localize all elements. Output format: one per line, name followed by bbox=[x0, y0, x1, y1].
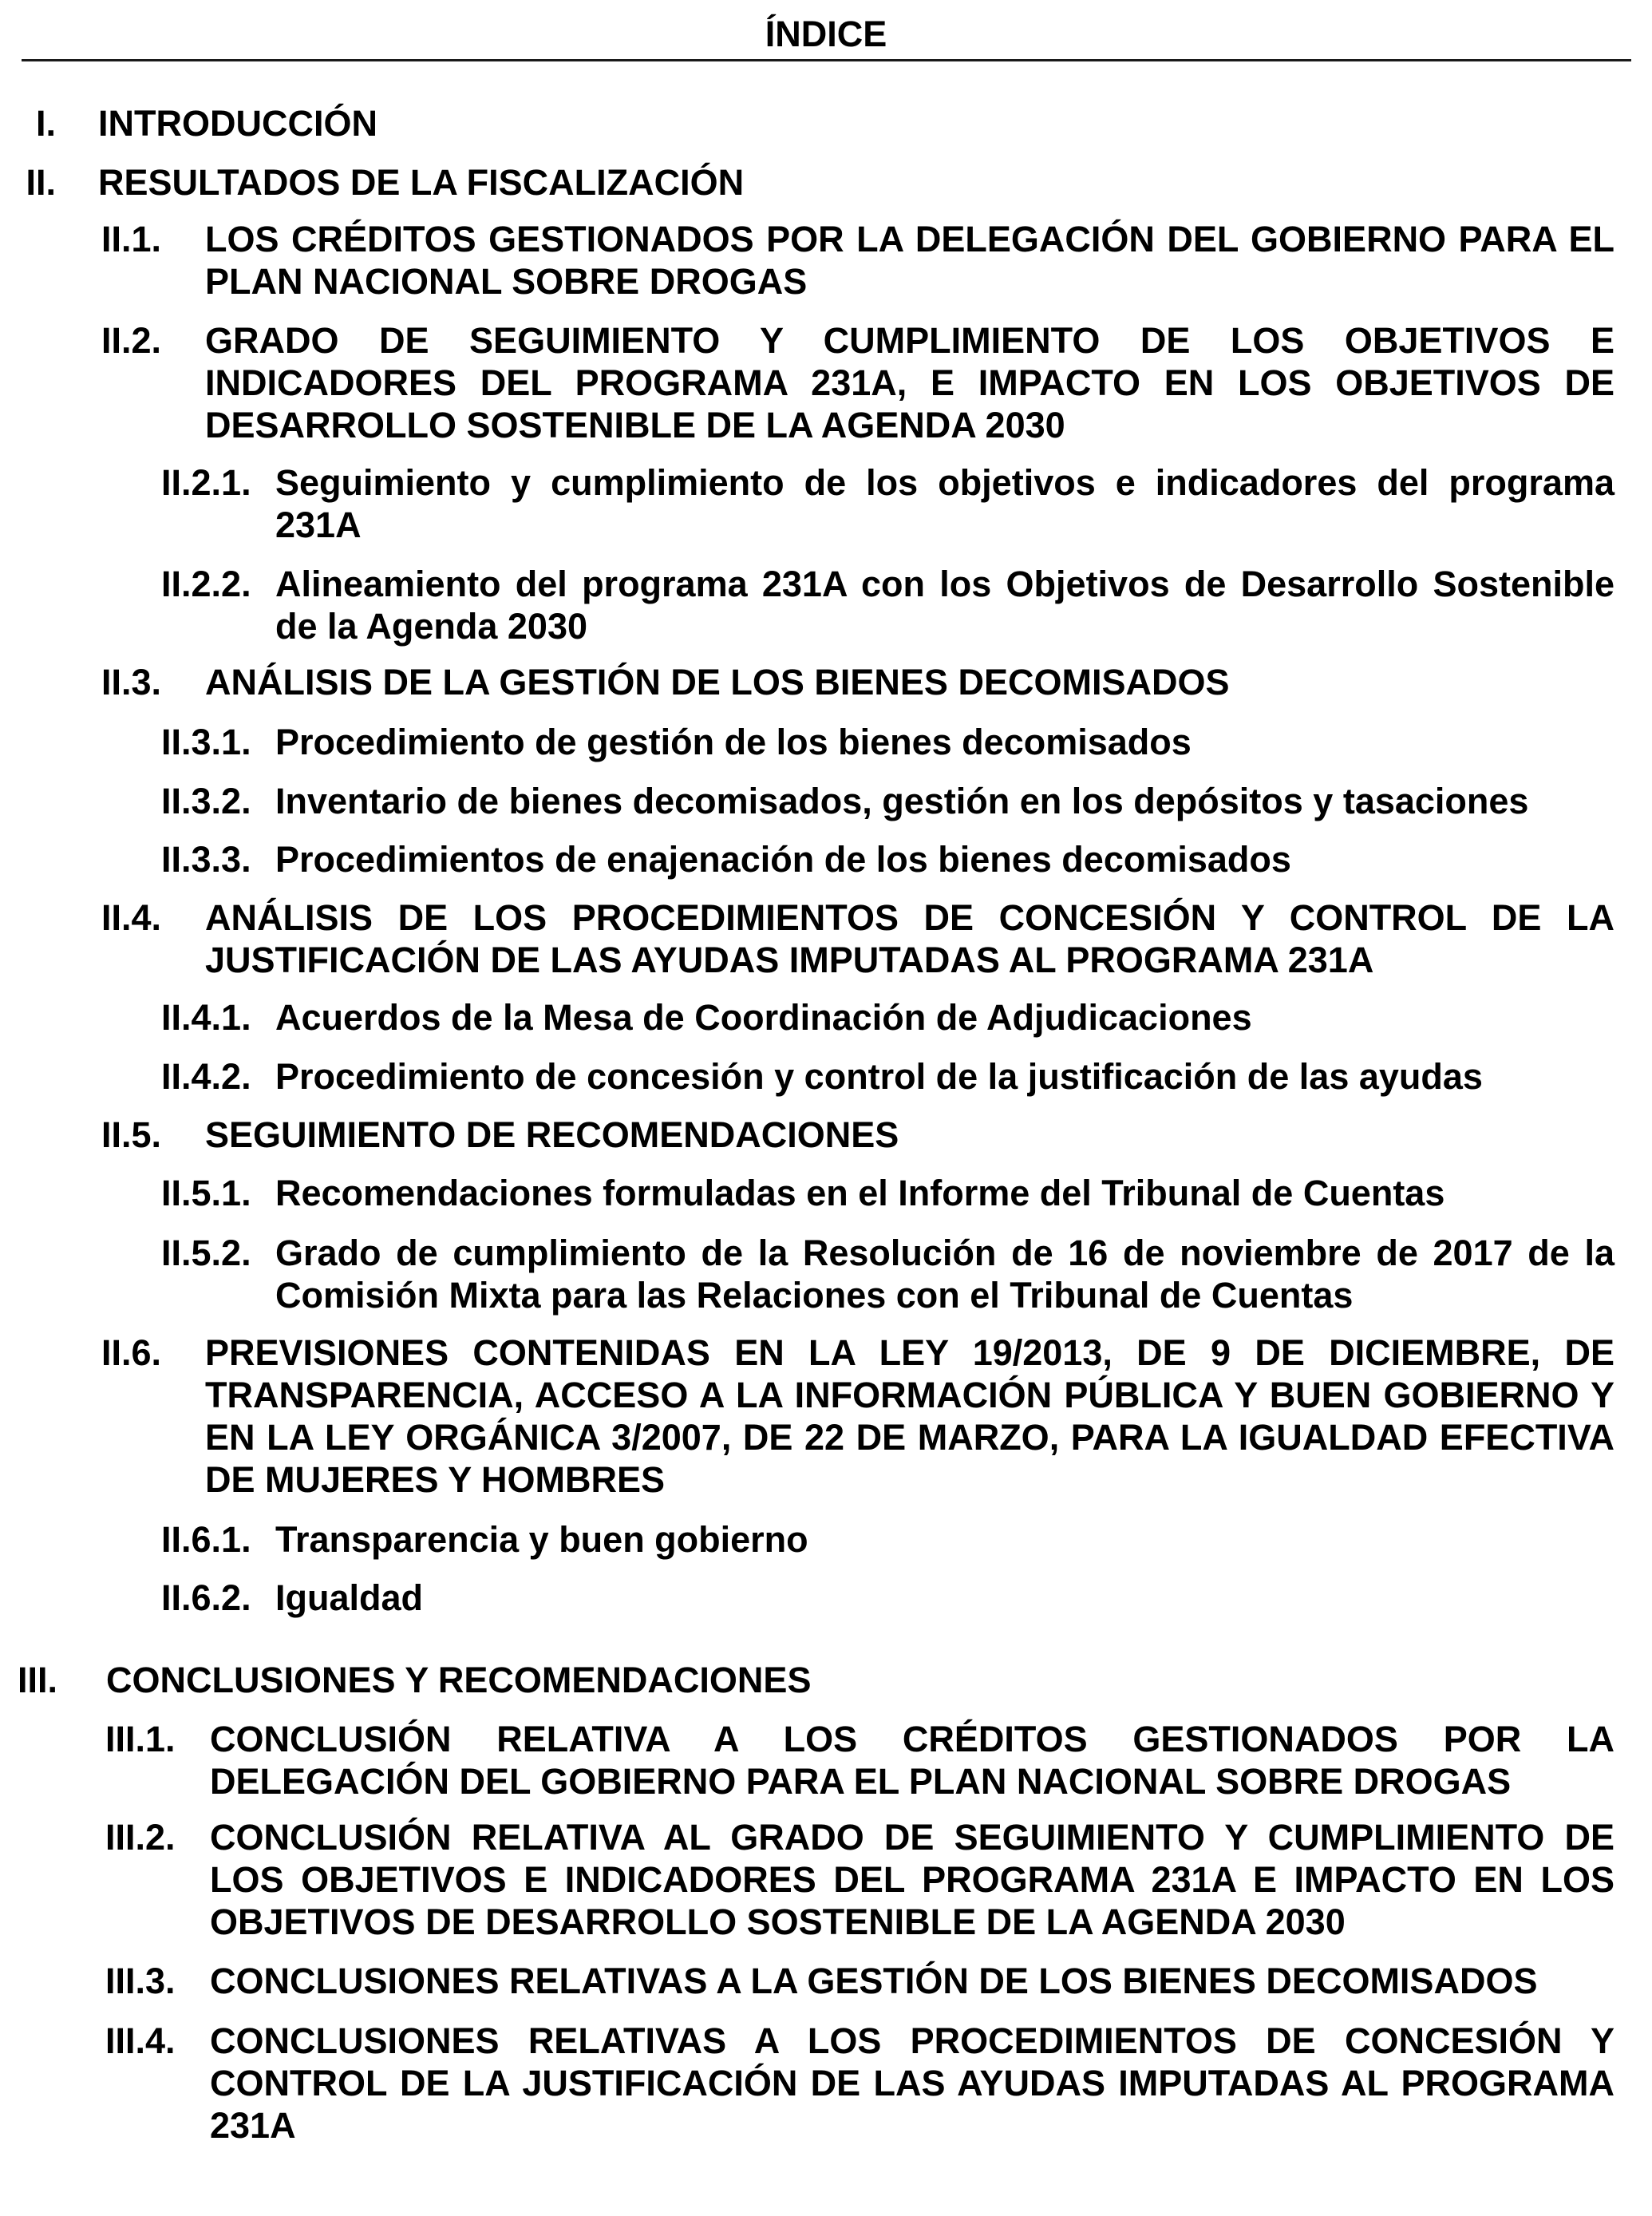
toc-entry-text[interactable]: CONCLUSIONES Y RECOMENDACIONES bbox=[106, 1660, 812, 1700]
toc-entry-number: II. bbox=[26, 162, 56, 203]
toc-entry-number: II.3.1. bbox=[161, 722, 251, 762]
toc-entry-number: I. bbox=[35, 103, 56, 144]
toc-entry-number: II.6.1. bbox=[161, 1519, 251, 1560]
toc-entry-text[interactable]: Transparencia y buen gobierno bbox=[275, 1519, 808, 1560]
toc-entry-number: II.1. bbox=[101, 219, 162, 259]
toc-entry-number: II.4.1. bbox=[161, 997, 251, 1038]
toc-entry-text[interactable]: ANÁLISIS DE LOS PROCEDIMIENTOS DE CONCESIÓN Y CONTROL DE LA JUSTIFICACIÓN DE LAS AYUDAS IMPUTADAS AL PROGRAMA 231A bbox=[205, 897, 1614, 980]
toc-entry-number: II.4. bbox=[101, 897, 162, 938]
toc-entry-number: III.1. bbox=[105, 1719, 176, 1759]
title-divider bbox=[22, 59, 1631, 61]
toc-entry-text[interactable]: Recomendaciones formuladas en el Informe del Tribunal de Cuentas bbox=[275, 1173, 1445, 1213]
toc-entry-text[interactable]: CONCLUSIÓN RELATIVA A LOS CRÉDITOS GESTIONADOS POR LA DELEGACIÓN DEL GOBIERNO PARA EL PLAN NACIONAL SOBRE DROGAS bbox=[210, 1719, 1614, 1802]
toc-entry-number: II.6.2. bbox=[161, 1577, 251, 1618]
toc-entry-text[interactable]: Seguimiento y cumplimiento de los objetivos e indicadores del programa 231A bbox=[275, 462, 1614, 545]
toc-entry-text[interactable]: PREVISIONES CONTENIDAS EN LA LEY 19/2013, DE 9 DE DICIEMBRE, DE TRANSPARENCIA, ACCESO A LA INFORMACIÓN PÚBLICA Y BUEN GOBIERNO Y EN LA LEY ORGÁNICA 3/2007, DE 22 DE MARZO, PARA LA IGUALDAD EFECTIVA DE MUJERES Y HOMBRES bbox=[205, 1332, 1614, 1500]
toc-entry-text[interactable]: Acuerdos de la Mesa de Coordinación de Adjudicaciones bbox=[275, 997, 1252, 1038]
toc-entry-text[interactable]: CONCLUSIONES RELATIVAS A LOS PROCEDIMIENTOS DE CONCESIÓN Y CONTROL DE LA JUSTIFICACIÓN DE LAS AYUDAS IMPUTADAS AL PROGRAMA 231A bbox=[210, 2020, 1614, 2146]
toc-entry-number: II.3. bbox=[101, 662, 162, 702]
toc-entry-text[interactable]: GRADO DE SEGUIMIENTO Y CUMPLIMIENTO DE LOS OBJETIVOS E INDICADORES DEL PROGRAMA 231A, E IMPACTO EN LOS OBJETIVOS DE DESARROLLO SOSTENIBLE DE LA AGENDA 2030 bbox=[205, 320, 1614, 445]
toc-entry-text[interactable]: SEGUIMIENTO DE RECOMENDACIONES bbox=[205, 1114, 899, 1155]
toc-entry-number: III.2. bbox=[105, 1817, 176, 1858]
toc-entry-text[interactable]: Procedimientos de enajenación de los bienes decomisados bbox=[275, 839, 1291, 880]
toc-entry-number: II.2. bbox=[101, 320, 162, 361]
toc-entry-number: III.4. bbox=[105, 2020, 176, 2061]
toc-entry-number: II.3.3. bbox=[161, 839, 251, 880]
toc-entry-number: III. bbox=[18, 1660, 58, 1700]
toc-entry-text[interactable]: RESULTADOS DE LA FISCALIZACIÓN bbox=[98, 162, 745, 203]
toc-entry-number: III.3. bbox=[105, 1961, 176, 2001]
toc-entry-text[interactable]: CONCLUSIÓN RELATIVA AL GRADO DE SEGUIMIENTO Y CUMPLIMIENTO DE LOS OBJETIVOS E INDICADORES DEL PROGRAMA 231A E IMPACTO EN LOS OBJETIVOS DE DESARROLLO SOSTENIBLE DE LA AGENDA 2030 bbox=[210, 1817, 1614, 1942]
toc-entry-text[interactable]: Igualdad bbox=[275, 1577, 424, 1618]
toc-entry-text[interactable]: ANÁLISIS DE LA GESTIÓN DE LOS BIENES DECOMISADOS bbox=[205, 662, 1230, 702]
toc-entry-text[interactable]: Grado de cumplimiento de la Resolución de 16 de noviembre de 2017 de la Comisión Mixta para las Relaciones con el Tribunal de Cuentas bbox=[275, 1233, 1614, 1316]
toc-entry-number: II.5. bbox=[101, 1114, 162, 1155]
toc-entry-text[interactable]: CONCLUSIONES RELATIVAS A LA GESTIÓN DE LOS BIENES DECOMISADOS bbox=[210, 1961, 1538, 2001]
toc-entry-number: II.5.2. bbox=[161, 1233, 251, 1273]
toc-entry-number: II.4.2. bbox=[161, 1056, 251, 1097]
toc-entry-number: II.3.2. bbox=[161, 781, 251, 821]
toc-entry-number: II.2.1. bbox=[161, 462, 251, 503]
toc-entry-number: II.5.1. bbox=[161, 1173, 251, 1213]
toc-entry-text[interactable]: Inventario de bienes decomisados, gestión en los depósitos y tasaciones bbox=[275, 781, 1529, 821]
toc-entry-text[interactable]: Procedimiento de gestión de los bienes decomisados bbox=[275, 722, 1192, 762]
toc-entry-text[interactable]: Procedimiento de concesión y control de la justificación de las ayudas bbox=[275, 1056, 1483, 1097]
toc-entry-number: II.2.2. bbox=[161, 564, 251, 604]
page-title: ÍNDICE bbox=[765, 14, 887, 54]
toc-entry-text[interactable]: INTRODUCCIÓN bbox=[98, 103, 377, 144]
toc-entry-number: II.6. bbox=[101, 1332, 162, 1373]
toc-entry-text[interactable]: LOS CRÉDITOS GESTIONADOS POR LA DELEGACIÓN DEL GOBIERNO PARA EL PLAN NACIONAL SOBRE DROGAS bbox=[205, 219, 1614, 302]
toc-entry-text[interactable]: Alineamiento del programa 231A con los Objetivos de Desarrollo Sostenible de la Agenda 2030 bbox=[275, 564, 1614, 647]
